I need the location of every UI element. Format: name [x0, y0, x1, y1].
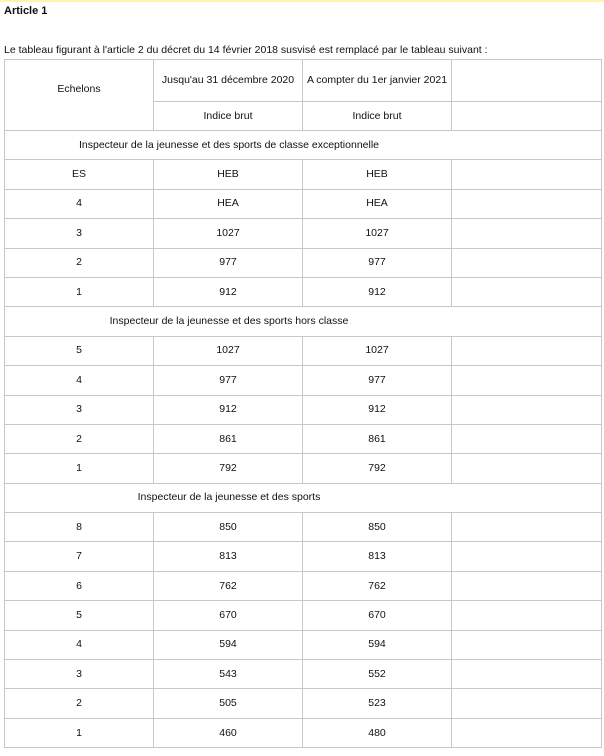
- cell-echelon: 1: [5, 277, 154, 306]
- cell-from: HEB: [303, 160, 452, 189]
- cell-echelon: 3: [5, 660, 154, 689]
- cell-until: 1027: [154, 219, 303, 248]
- table-row: [5, 336, 602, 365]
- table-row: [5, 601, 602, 630]
- table-row: [5, 689, 602, 718]
- subheader-until: Indice brut: [154, 102, 303, 131]
- cell-empty: [452, 718, 602, 747]
- cell-until: 850: [154, 513, 303, 542]
- cell-echelon: 3: [5, 219, 154, 248]
- cell-from: 813: [303, 542, 452, 571]
- table-row: [5, 160, 602, 189]
- table-row: [5, 660, 602, 689]
- subheader-empty: [452, 102, 602, 131]
- section-header-row: [5, 483, 602, 512]
- cell-until: 977: [154, 366, 303, 395]
- cell-echelon: 4: [5, 189, 154, 218]
- table-row: [5, 630, 602, 659]
- cell-empty: [452, 248, 602, 277]
- cell-empty: [452, 189, 602, 218]
- table-row: [5, 277, 602, 306]
- cell-echelon: 2: [5, 248, 154, 277]
- cell-until: 861: [154, 424, 303, 453]
- cell-echelon: ES: [5, 160, 154, 189]
- header-row: [5, 60, 602, 102]
- header-echelons: [5, 60, 154, 131]
- cell-echelon: 1: [5, 718, 154, 747]
- top-highlight-bar: [0, 0, 604, 2]
- section-title-label: Inspecteur de la jeunesse et des sports hors classe: [109, 315, 349, 328]
- intro-paragraph: Le tableau figurant à l'article 2 du décret du 14 février 2018 susvisé est remplacé par le tableau suivant :: [4, 44, 488, 56]
- section-title-label: Inspecteur de la jeunesse et des sports: [137, 491, 321, 504]
- cell-from: HEA: [303, 189, 452, 218]
- cell-echelon: 1: [5, 454, 154, 483]
- table-row: [5, 571, 602, 600]
- cell-until: 762: [154, 571, 303, 600]
- article-title: Article 1: [4, 5, 48, 17]
- cell-echelon: 2: [5, 424, 154, 453]
- cell-from: 480: [303, 718, 452, 747]
- cell-empty: [452, 571, 602, 600]
- cell-until: 670: [154, 601, 303, 630]
- cell-from: 552: [303, 660, 452, 689]
- cell-until: 1027: [154, 336, 303, 365]
- cell-from: 977: [303, 248, 452, 277]
- section-title: [5, 131, 602, 160]
- cell-echelon: 3: [5, 395, 154, 424]
- cell-until: 813: [154, 542, 303, 571]
- indices-table: [4, 59, 602, 748]
- cell-from: 912: [303, 277, 452, 306]
- cell-from: 1027: [303, 219, 452, 248]
- cell-until: 594: [154, 630, 303, 659]
- cell-echelon: 4: [5, 366, 154, 395]
- cell-echelon: 7: [5, 542, 154, 571]
- cell-until: HEB: [154, 160, 303, 189]
- section-title: [5, 483, 602, 512]
- header-from: A compter du 1er janvier 2021: [303, 60, 452, 102]
- cell-from: 861: [303, 424, 452, 453]
- subheader-from: Indice brut: [303, 102, 452, 131]
- cell-from: 523: [303, 689, 452, 718]
- cell-empty: [452, 336, 602, 365]
- cell-empty: [452, 601, 602, 630]
- table-row: [5, 454, 602, 483]
- table-row: [5, 395, 602, 424]
- cell-empty: [452, 660, 602, 689]
- table-row: [5, 513, 602, 542]
- cell-empty: [452, 160, 602, 189]
- cell-echelon: 2: [5, 689, 154, 718]
- cell-from: 594: [303, 630, 452, 659]
- cell-from: 912: [303, 395, 452, 424]
- section-title: [5, 307, 602, 336]
- header-empty: [452, 60, 602, 102]
- cell-empty: [452, 513, 602, 542]
- cell-echelon: 5: [5, 336, 154, 365]
- cell-empty: [452, 219, 602, 248]
- cell-until: 460: [154, 718, 303, 747]
- cell-empty: [452, 366, 602, 395]
- table-row: [5, 718, 602, 747]
- table-row: [5, 189, 602, 218]
- cell-empty: [452, 395, 602, 424]
- table-row: [5, 219, 602, 248]
- section-title-label: Inspecteur de la jeunesse et des sports de classe exceptionnelle: [78, 138, 380, 151]
- cell-echelon: 5: [5, 601, 154, 630]
- cell-empty: [452, 542, 602, 571]
- cell-until: HEA: [154, 189, 303, 218]
- header-until: Jusqu'au 31 décembre 2020: [154, 60, 303, 102]
- table-row: [5, 248, 602, 277]
- section-header-row: [5, 131, 602, 160]
- cell-empty: [452, 424, 602, 453]
- cell-empty: [452, 689, 602, 718]
- cell-until: 792: [154, 454, 303, 483]
- table-body: [5, 60, 602, 748]
- cell-from: 1027: [303, 336, 452, 365]
- cell-until: 543: [154, 660, 303, 689]
- cell-from: 850: [303, 513, 452, 542]
- cell-until: 912: [154, 395, 303, 424]
- section-header-row: [5, 307, 602, 336]
- cell-echelon: 8: [5, 513, 154, 542]
- cell-from: 670: [303, 601, 452, 630]
- table-row: [5, 366, 602, 395]
- cell-empty: [452, 454, 602, 483]
- header-echelons-label: Echelons: [57, 82, 101, 95]
- table-row: [5, 424, 602, 453]
- cell-until: 977: [154, 248, 303, 277]
- cell-from: 977: [303, 366, 452, 395]
- cell-empty: [452, 277, 602, 306]
- cell-echelon: 6: [5, 571, 154, 600]
- cell-from: 762: [303, 571, 452, 600]
- cell-until: 912: [154, 277, 303, 306]
- cell-echelon: 4: [5, 630, 154, 659]
- cell-from: 792: [303, 454, 452, 483]
- table-row: [5, 542, 602, 571]
- cell-empty: [452, 630, 602, 659]
- cell-until: 505: [154, 689, 303, 718]
